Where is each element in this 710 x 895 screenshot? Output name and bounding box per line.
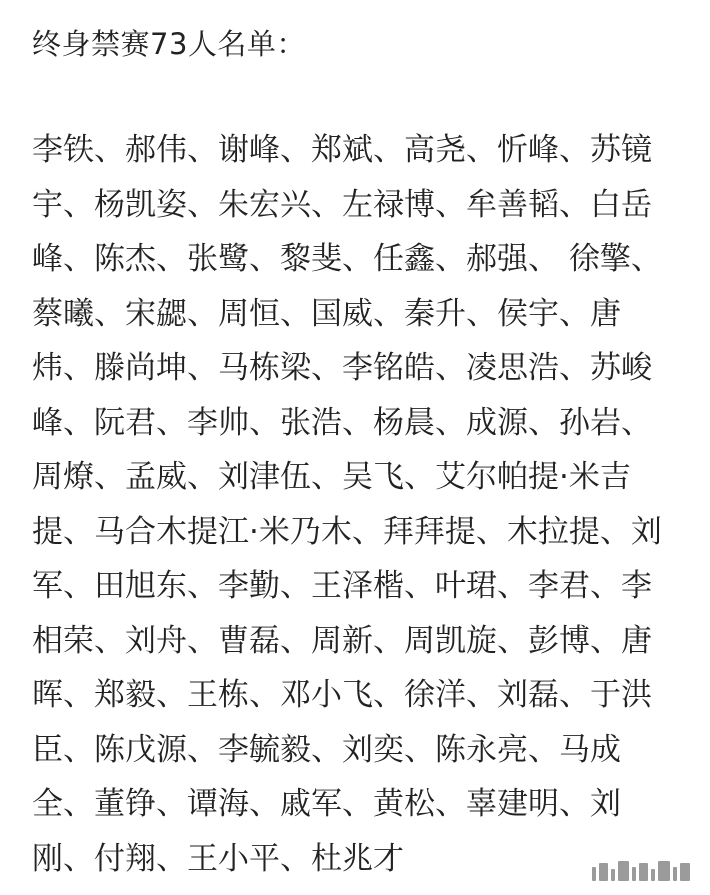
name-list-line: 相荣、刘舟、曹磊、周新、周凯旋、彭博、唐 bbox=[32, 622, 652, 659]
name-list-line: 宇、杨凯姿、朱宏兴、左禄博、牟善韬、白岳 bbox=[32, 186, 652, 223]
watermark-logo-icon bbox=[592, 859, 704, 881]
watermark-bar bbox=[658, 861, 670, 881]
name-list-line: 晖、郑毅、王栋、邓小飞、徐洋、刘磊、于洪 bbox=[32, 677, 652, 713]
watermark-bar bbox=[680, 863, 690, 881]
watermark-bar bbox=[592, 867, 596, 881]
name-list-line: 峰、阮君、李帅、张浩、杨晨、成源、孙岩、 bbox=[32, 404, 652, 441]
watermark-bar bbox=[599, 863, 608, 881]
name-list-line: 提、马合木提江·米乃木、拜拜提、木拉提、刘 bbox=[32, 513, 662, 550]
name-list-line: 蔡曦、宋勰、周恒、国威、秦升、侯宇、唐 bbox=[32, 295, 621, 332]
name-list bbox=[32, 123, 684, 886]
watermark-bar bbox=[651, 869, 655, 881]
name-list-line: 军、田旭东、李勤、王泽楷、叶珺、李君、李 bbox=[32, 568, 652, 604]
watermark-bar bbox=[618, 861, 629, 881]
name-list-line: 全、董铮、谭海、戚军、黄松、辜建明、刘 bbox=[32, 786, 621, 822]
watermark-bar bbox=[639, 863, 648, 881]
watermark-bar bbox=[673, 867, 677, 881]
name-list-line: 周燎、孟威、刘津伍、吴飞、艾尔帕提·米吉 bbox=[32, 459, 631, 495]
watermark-bar bbox=[611, 869, 615, 881]
name-list-line: 刚、付翔、王小平、杜兆才 bbox=[32, 840, 404, 877]
name-list-line: 峰、陈杰、张鹭、黎斐、任鑫、郝强、 徐擎、 bbox=[32, 241, 662, 277]
name-list-line: 炜、滕尚坤、马栋梁、李铭皓、凌思浩、苏峻 bbox=[32, 350, 652, 386]
watermark-bar bbox=[632, 867, 636, 881]
document-title: 终身禁赛73人名单： bbox=[32, 27, 306, 61]
name-list-line: 臣、陈戊源、李毓毅、刘奕、陈永亮、马成 bbox=[32, 731, 621, 768]
name-list-line: 李铁、郝伟、谢峰、郑斌、高尧、忻峰、苏镜 bbox=[32, 132, 652, 168]
